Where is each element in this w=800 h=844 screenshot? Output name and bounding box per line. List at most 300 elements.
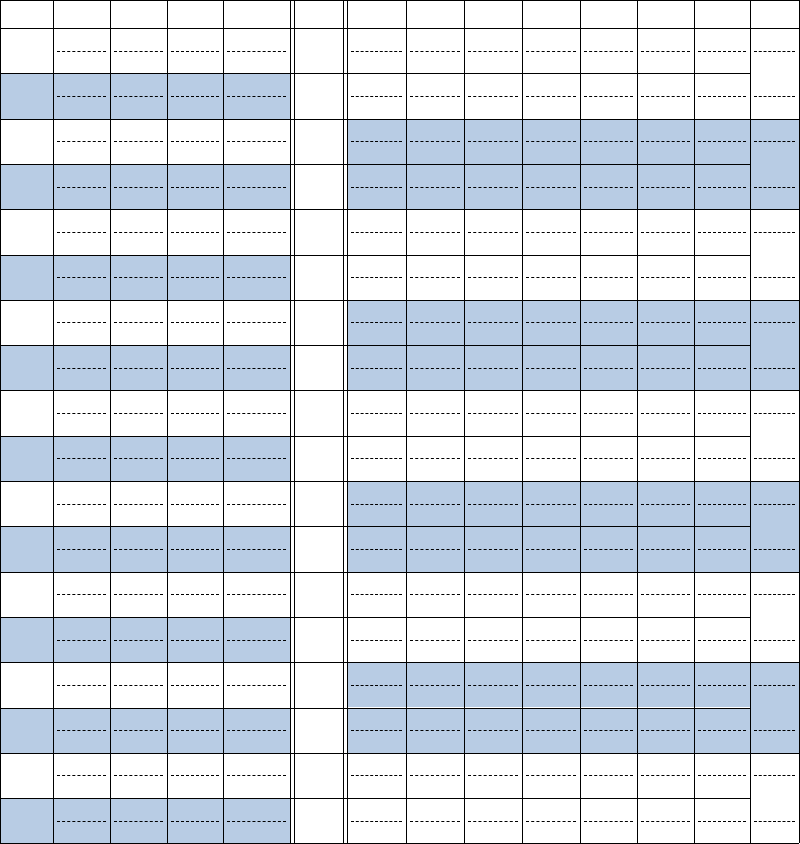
pair-top — [406, 301, 464, 324]
pair-bottom — [637, 730, 694, 753]
pair-bottom — [464, 187, 522, 210]
pair-top — [347, 120, 406, 143]
pair-bottom — [637, 504, 694, 527]
cell-divider — [351, 549, 402, 550]
cell-divider — [754, 368, 795, 369]
pair-bottom — [167, 549, 223, 572]
pair-bottom — [522, 413, 580, 436]
cell-divider — [410, 821, 460, 822]
round-number — [0, 572, 53, 617]
cell-divider — [351, 51, 402, 52]
pair-bottom — [347, 322, 406, 345]
pair-top — [347, 346, 406, 369]
pair-bottom — [637, 187, 694, 210]
pair-bottom — [750, 504, 799, 527]
cell-divider — [754, 187, 795, 188]
pair-bottom — [110, 277, 167, 300]
pair-top — [694, 29, 750, 52]
column-header — [522, 0, 580, 28]
cell-divider — [698, 640, 746, 641]
cell-divider — [227, 821, 286, 822]
pair-bottom — [167, 368, 223, 391]
pair-top — [167, 482, 223, 505]
pair-bottom — [694, 51, 750, 74]
cell-divider — [171, 277, 219, 278]
pair-bottom — [637, 141, 694, 164]
cell-divider — [641, 322, 690, 323]
pair-top — [694, 210, 750, 233]
pair-top — [580, 301, 637, 324]
column-header — [110, 0, 167, 28]
cell-divider — [526, 594, 576, 595]
cell-divider — [114, 96, 163, 97]
pair-bottom — [347, 594, 406, 617]
cell-divider — [584, 51, 633, 52]
pair-top — [464, 391, 522, 414]
cell-divider — [114, 504, 163, 505]
pair-bottom — [522, 141, 580, 164]
pair-top — [522, 482, 580, 505]
round-number — [0, 390, 53, 435]
cell-divider — [526, 775, 576, 776]
pair-top — [53, 120, 110, 143]
cell-divider — [641, 458, 690, 459]
pair-top — [522, 256, 580, 279]
cell-divider — [227, 730, 286, 731]
pair-top — [694, 437, 750, 460]
cell-divider — [754, 594, 795, 595]
cell-divider — [114, 141, 163, 142]
pair-top — [694, 754, 750, 777]
border-line — [750, 28, 799, 29]
cell-divider — [584, 549, 633, 550]
pair-top — [750, 391, 799, 414]
pair-top — [522, 165, 580, 188]
cell-divider — [410, 640, 460, 641]
pair-top — [110, 437, 167, 460]
cell-divider — [526, 141, 576, 142]
pair-top — [580, 482, 637, 505]
pair-top — [53, 29, 110, 52]
pair-top — [694, 346, 750, 369]
pair-bottom — [637, 413, 694, 436]
pair-bottom — [694, 413, 750, 436]
cell-divider — [468, 51, 518, 52]
pair-bottom — [110, 458, 167, 481]
pair-top — [347, 256, 406, 279]
pair-bottom — [580, 187, 637, 210]
pair-top — [223, 301, 290, 324]
cell-divider — [351, 187, 402, 188]
cell-divider — [227, 368, 286, 369]
border-line — [223, 0, 224, 843]
pair-bottom — [464, 368, 522, 391]
pair-bottom — [223, 413, 290, 436]
pair-bottom — [522, 368, 580, 391]
cell-divider — [227, 187, 286, 188]
pair-bottom — [750, 232, 799, 255]
cell-divider — [171, 640, 219, 641]
cell-divider — [227, 277, 286, 278]
cell-divider — [584, 504, 633, 505]
cell-divider — [171, 821, 219, 822]
pair-bottom — [464, 504, 522, 527]
cell-divider — [351, 821, 402, 822]
cell-divider — [526, 368, 576, 369]
cell-divider — [171, 368, 219, 369]
pair-bottom — [637, 51, 694, 74]
column-header — [53, 0, 110, 28]
pair-bottom — [580, 775, 637, 798]
pair-bottom — [167, 141, 223, 164]
cell-divider — [468, 232, 518, 233]
cell-divider — [641, 277, 690, 278]
pair-bottom — [223, 322, 290, 345]
pair-top — [406, 618, 464, 641]
pair-top — [406, 391, 464, 414]
cell-divider — [584, 730, 633, 731]
pair-bottom — [110, 232, 167, 255]
pair-bottom — [464, 775, 522, 798]
pair-top — [637, 120, 694, 143]
pair-top — [464, 301, 522, 324]
pair-top — [694, 301, 750, 324]
border-line — [294, 0, 295, 843]
pair-bottom — [464, 322, 522, 345]
cell-divider — [410, 187, 460, 188]
pair-top — [406, 663, 464, 686]
pair-bottom — [522, 549, 580, 572]
pair-top — [522, 663, 580, 686]
cell-divider — [468, 775, 518, 776]
pair-bottom — [750, 730, 799, 753]
pair-bottom — [637, 775, 694, 798]
pair-bottom — [580, 232, 637, 255]
cell-divider — [584, 187, 633, 188]
pair-bottom — [223, 368, 290, 391]
cell-divider — [351, 730, 402, 731]
cell-divider — [57, 187, 106, 188]
pair-top — [167, 391, 223, 414]
pair-top — [223, 256, 290, 279]
cell-divider — [227, 640, 286, 641]
pair-bottom — [53, 51, 110, 74]
pair-bottom — [580, 277, 637, 300]
cell-divider — [698, 730, 746, 731]
pair-top — [522, 799, 580, 822]
pair-bottom — [694, 322, 750, 345]
cell-divider — [410, 277, 460, 278]
pair-top — [464, 663, 522, 686]
cell-divider — [351, 458, 402, 459]
pair-bottom — [522, 730, 580, 753]
cell-divider — [698, 322, 746, 323]
round-number — [0, 753, 53, 798]
pair-top — [110, 74, 167, 97]
cell-divider — [526, 821, 576, 822]
cell-divider — [114, 187, 163, 188]
pair-top — [580, 165, 637, 188]
cell-divider — [171, 413, 219, 414]
pair-top — [580, 74, 637, 97]
cell-divider — [227, 413, 286, 414]
pair-bottom — [580, 821, 637, 844]
pair-bottom — [464, 96, 522, 119]
cell-divider — [698, 458, 746, 459]
cell-divider — [114, 685, 163, 686]
pair-bottom — [522, 458, 580, 481]
pair-top — [694, 482, 750, 505]
border-line — [694, 0, 695, 843]
cell-divider — [171, 775, 219, 776]
cell-divider — [526, 640, 576, 641]
round-number — [0, 526, 53, 571]
pair-top — [347, 618, 406, 641]
column-header — [347, 0, 406, 28]
pair-top — [522, 74, 580, 97]
pair-top — [464, 527, 522, 550]
cell-divider — [57, 368, 106, 369]
cell-divider — [351, 594, 402, 595]
pair-bottom — [347, 232, 406, 255]
pair-bottom — [347, 187, 406, 210]
pair-top — [522, 29, 580, 52]
pair-top — [167, 210, 223, 233]
border-line — [637, 0, 638, 843]
column-header — [223, 0, 290, 28]
cell-divider — [584, 594, 633, 595]
pair-bottom — [522, 775, 580, 798]
pair-bottom — [347, 277, 406, 300]
cell-divider — [754, 821, 795, 822]
cell-divider — [468, 685, 518, 686]
pair-bottom — [406, 730, 464, 753]
pair-bottom — [750, 775, 799, 798]
pair-top — [694, 799, 750, 822]
pair-top — [223, 346, 290, 369]
pair-bottom — [167, 277, 223, 300]
pair-bottom — [637, 96, 694, 119]
pair-bottom — [167, 458, 223, 481]
pair-top — [347, 165, 406, 188]
pair-top — [750, 301, 799, 324]
pair-top — [406, 210, 464, 233]
cell-divider — [410, 368, 460, 369]
pair-bottom — [522, 594, 580, 617]
cell-divider — [641, 51, 690, 52]
cell-divider — [114, 775, 163, 776]
cell-divider — [468, 413, 518, 414]
pair-bottom — [347, 549, 406, 572]
pair-bottom — [464, 232, 522, 255]
pair-top — [406, 29, 464, 52]
pair-bottom — [750, 821, 799, 844]
pair-bottom — [694, 232, 750, 255]
pair-top — [694, 663, 750, 686]
cell-divider — [410, 96, 460, 97]
cell-divider — [57, 458, 106, 459]
cell-divider — [468, 141, 518, 142]
pair-top — [522, 391, 580, 414]
pair-top — [750, 527, 799, 550]
pair-bottom — [406, 685, 464, 708]
pair-top — [406, 573, 464, 596]
pair-top — [223, 618, 290, 641]
pair-top — [522, 527, 580, 550]
pair-bottom — [637, 368, 694, 391]
pair-bottom — [522, 821, 580, 844]
cell-divider — [57, 730, 106, 731]
cell-divider — [171, 594, 219, 595]
cell-divider — [584, 640, 633, 641]
pair-top — [637, 165, 694, 188]
column-header — [167, 0, 223, 28]
pair-bottom — [580, 458, 637, 481]
cell-divider — [754, 232, 795, 233]
pair-top — [464, 165, 522, 188]
cell-divider — [754, 413, 795, 414]
pair-top — [637, 799, 694, 822]
pair-top — [167, 74, 223, 97]
cell-divider — [641, 504, 690, 505]
pair-top — [522, 573, 580, 596]
pair-top — [406, 799, 464, 822]
pair-bottom — [522, 322, 580, 345]
pair-bottom — [750, 685, 799, 708]
cell-divider — [114, 549, 163, 550]
pair-bottom — [750, 368, 799, 391]
pair-top — [406, 527, 464, 550]
pair-top — [580, 573, 637, 596]
cell-divider — [526, 730, 576, 731]
pair-bottom — [464, 821, 522, 844]
pair-top — [406, 256, 464, 279]
pair-bottom — [750, 640, 799, 663]
pair-bottom — [223, 96, 290, 119]
pair-bottom — [110, 368, 167, 391]
round-number — [0, 662, 53, 707]
pair-top — [522, 120, 580, 143]
border-line — [750, 119, 799, 120]
cell-divider — [698, 413, 746, 414]
pair-bottom — [167, 413, 223, 436]
pair-bottom — [223, 458, 290, 481]
cell-divider — [641, 775, 690, 776]
cell-divider — [641, 640, 690, 641]
cell-divider — [57, 232, 106, 233]
pair-bottom — [694, 504, 750, 527]
cell-divider — [641, 368, 690, 369]
cell-divider — [641, 594, 690, 595]
cell-divider — [584, 322, 633, 323]
cell-divider — [754, 51, 795, 52]
pair-top — [522, 346, 580, 369]
cell-divider — [526, 51, 576, 52]
cell-divider — [57, 685, 106, 686]
cell-divider — [468, 549, 518, 550]
pair-top — [637, 663, 694, 686]
cell-divider — [468, 640, 518, 641]
cell-divider — [57, 821, 106, 822]
column-header — [750, 0, 799, 28]
cell-divider — [410, 51, 460, 52]
pair-top — [464, 210, 522, 233]
pair-bottom — [750, 277, 799, 300]
pair-top — [637, 29, 694, 52]
pair-bottom — [694, 458, 750, 481]
pair-top — [580, 256, 637, 279]
pair-bottom — [223, 51, 290, 74]
cell-divider — [410, 549, 460, 550]
cell-divider — [351, 504, 402, 505]
border-line — [750, 481, 799, 482]
pair-bottom — [750, 322, 799, 345]
pair-top — [223, 391, 290, 414]
pair-top — [110, 346, 167, 369]
pair-top — [694, 120, 750, 143]
pair-top — [464, 346, 522, 369]
cell-divider — [698, 187, 746, 188]
cell-divider — [526, 96, 576, 97]
pair-bottom — [522, 51, 580, 74]
pair-bottom — [580, 322, 637, 345]
cell-divider — [410, 413, 460, 414]
border-line — [464, 0, 465, 843]
pair-bottom — [522, 96, 580, 119]
pair-bottom — [464, 640, 522, 663]
pair-bottom — [694, 685, 750, 708]
pair-bottom — [750, 187, 799, 210]
pair-top — [406, 709, 464, 732]
cell-divider — [171, 549, 219, 550]
cell-divider — [468, 821, 518, 822]
border-line — [406, 0, 407, 843]
pair-bottom — [464, 594, 522, 617]
pair-top — [464, 709, 522, 732]
cell-divider — [754, 277, 795, 278]
pair-bottom — [347, 640, 406, 663]
cell-divider — [57, 277, 106, 278]
pair-bottom — [406, 458, 464, 481]
pair-top — [750, 709, 799, 732]
cell-divider — [526, 232, 576, 233]
pair-top — [580, 709, 637, 732]
pair-bottom — [694, 730, 750, 753]
cell-divider — [171, 51, 219, 52]
cell-divider — [641, 685, 690, 686]
cell-divider — [57, 413, 106, 414]
pair-bottom — [406, 821, 464, 844]
border-line — [53, 0, 54, 843]
pair-bottom — [464, 458, 522, 481]
pair-top — [580, 663, 637, 686]
pair-top — [637, 754, 694, 777]
cell-divider — [57, 141, 106, 142]
cell-divider — [114, 232, 163, 233]
pair-top — [580, 391, 637, 414]
pair-top — [750, 346, 799, 369]
pair-bottom — [694, 594, 750, 617]
cell-divider — [57, 775, 106, 776]
pair-top — [464, 754, 522, 777]
pair-bottom — [464, 730, 522, 753]
pair-top — [750, 663, 799, 686]
cell-divider — [526, 277, 576, 278]
cell-divider — [526, 685, 576, 686]
cell-divider — [351, 775, 402, 776]
pair-top — [464, 120, 522, 143]
cell-divider — [754, 640, 795, 641]
